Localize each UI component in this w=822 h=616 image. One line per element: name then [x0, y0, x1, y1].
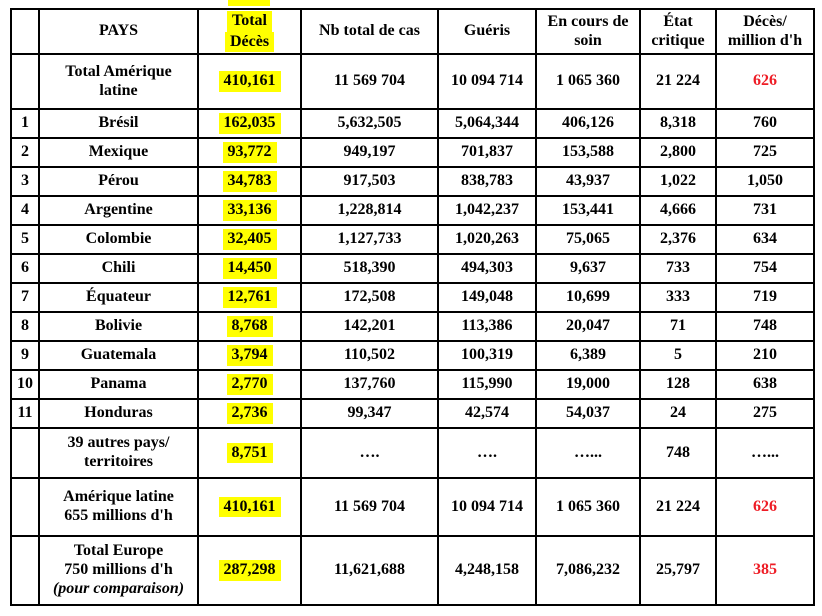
cases-cell: 917,503	[301, 167, 438, 196]
column-header-critique: État critique	[640, 9, 716, 54]
deaths-cell	[198, 196, 301, 225]
recovered-cell: 100,319	[438, 341, 536, 370]
deaths-per-million-cell: 725	[716, 138, 814, 167]
deaths-cell	[198, 283, 301, 312]
rank-cell: 3	[11, 167, 39, 196]
cases-cell: 5,632,505	[301, 109, 438, 138]
rank-cell	[11, 428, 39, 478]
deaths-cell	[198, 254, 301, 283]
table-row	[11, 196, 814, 225]
deaths-per-million-cell: 385	[716, 536, 814, 605]
active-cell: 54,037	[536, 399, 640, 428]
critical-cell: 24	[640, 399, 716, 428]
deaths-per-million-cell: …...	[716, 428, 814, 478]
active-cell: 406,126	[536, 109, 640, 138]
deaths-cell	[198, 312, 301, 341]
active-cell: 1 065 360	[536, 478, 640, 536]
recovered-cell: ….	[438, 428, 536, 478]
deaths-cell	[198, 399, 301, 428]
covid-stats-table	[10, 8, 815, 606]
column-header-pays: PAYS	[39, 9, 198, 54]
column-header-soin: En cours de soin	[536, 9, 640, 54]
recovered-cell: 10 094 714	[438, 478, 536, 536]
table-row	[11, 167, 814, 196]
cases-cell: 949,197	[301, 138, 438, 167]
deaths-per-million-cell: 638	[716, 370, 814, 399]
table-row	[11, 312, 814, 341]
table-row	[11, 399, 814, 428]
cases-cell: ….	[301, 428, 438, 478]
cases-cell: 142,201	[301, 312, 438, 341]
deaths-per-million-cell: 634	[716, 225, 814, 254]
country-cell: Colombie	[39, 225, 198, 254]
country-cell: Mexique	[39, 138, 198, 167]
recovered-cell: 5,064,344	[438, 109, 536, 138]
critical-cell: 748	[640, 428, 716, 478]
highlighted-deaths-value: 287,298	[219, 560, 281, 581]
table-row	[11, 54, 814, 109]
deaths-per-million-cell: 748	[716, 312, 814, 341]
table-row	[11, 283, 814, 312]
critical-cell: 2,376	[640, 225, 716, 254]
recovered-cell: 1,042,237	[438, 196, 536, 225]
highlighted-deaths-value: 8,751	[227, 443, 273, 464]
highlighted-deaths-value: 410,161	[219, 497, 281, 518]
highlighted-deaths-value: 3,794	[227, 345, 273, 366]
cases-cell: 137,760	[301, 370, 438, 399]
deaths-cell	[198, 536, 301, 605]
cases-cell: 172,508	[301, 283, 438, 312]
table-row	[11, 254, 814, 283]
critical-cell: 21 224	[640, 478, 716, 536]
highlighted-deaths-value: 33,136	[223, 200, 277, 221]
active-cell: 9,637	[536, 254, 640, 283]
critical-cell: 5	[640, 341, 716, 370]
column-header-deces: Total Décès	[198, 9, 301, 54]
active-cell: 1 065 360	[536, 54, 640, 109]
highlighted-deaths-value: 32,405	[223, 229, 277, 250]
column-header-gueris: Guéris	[438, 9, 536, 54]
critical-cell: 1,022	[640, 167, 716, 196]
active-cell: 6,389	[536, 341, 640, 370]
deaths-cell	[198, 167, 301, 196]
recovered-cell: 113,386	[438, 312, 536, 341]
active-cell: 20,047	[536, 312, 640, 341]
highlighted-deaths-value: 34,783	[223, 171, 277, 192]
table-row	[11, 428, 814, 478]
recovered-cell: 1,020,263	[438, 225, 536, 254]
table-body	[11, 54, 814, 605]
recovered-cell: 838,783	[438, 167, 536, 196]
recovered-cell: 701,837	[438, 138, 536, 167]
country-cell: Guatemala	[39, 341, 198, 370]
country-cell: Argentine	[39, 196, 198, 225]
active-cell: 10,699	[536, 283, 640, 312]
rank-cell: 6	[11, 254, 39, 283]
highlighted-deaths-value: 93,772	[223, 142, 277, 163]
active-cell: 43,937	[536, 167, 640, 196]
deaths-cell	[198, 341, 301, 370]
comparison-note: (pour comparaison)	[52, 579, 185, 597]
cases-cell: 11,621,688	[301, 536, 438, 605]
deaths-cell	[198, 370, 301, 399]
country-cell: Total Amérique latine	[39, 54, 198, 109]
table-row	[11, 478, 814, 536]
critical-cell: 71	[640, 312, 716, 341]
deaths-cell	[198, 478, 301, 536]
header-row	[11, 9, 814, 54]
cases-cell: 11 569 704	[301, 54, 438, 109]
critical-cell: 4,666	[640, 196, 716, 225]
country-cell: Chili	[39, 254, 198, 283]
country-cell: Honduras	[39, 399, 198, 428]
cases-cell: 1,127,733	[301, 225, 438, 254]
active-cell: 19,000	[536, 370, 640, 399]
cases-cell: 518,390	[301, 254, 438, 283]
critical-cell: 733	[640, 254, 716, 283]
recovered-cell: 149,048	[438, 283, 536, 312]
cases-cell: 110,502	[301, 341, 438, 370]
rank-cell: 10	[11, 370, 39, 399]
critical-cell: 128	[640, 370, 716, 399]
rank-cell: 1	[11, 109, 39, 138]
highlighted-deaths-value: 12,761	[223, 287, 277, 308]
country-cell: Équateur	[39, 283, 198, 312]
country-cell: Amérique latine 655 millions d'h	[39, 478, 198, 536]
deaths-cell	[198, 225, 301, 254]
rank-cell: 7	[11, 283, 39, 312]
rank-cell: 9	[11, 341, 39, 370]
column-header-rank	[11, 9, 39, 54]
rank-cell: 5	[11, 225, 39, 254]
cases-cell: 11 569 704	[301, 478, 438, 536]
highlighted-deaths-value: 2,736	[227, 403, 273, 424]
deaths-per-million-cell: 626	[716, 54, 814, 109]
active-cell: …...	[536, 428, 640, 478]
active-cell: 153,441	[536, 196, 640, 225]
highlighted-deaths-value: 8,768	[227, 316, 273, 337]
deaths-per-million-cell: 275	[716, 399, 814, 428]
rank-cell	[11, 478, 39, 536]
critical-cell: 8,318	[640, 109, 716, 138]
column-header-per_million: Décès/ million d'h	[716, 9, 814, 54]
table-row	[11, 341, 814, 370]
country-cell: Brésil	[39, 109, 198, 138]
deaths-per-million-cell: 754	[716, 254, 814, 283]
deaths-per-million-cell: 210	[716, 341, 814, 370]
rank-cell: 4	[11, 196, 39, 225]
country-cell: Panama	[39, 370, 198, 399]
recovered-cell: 4,248,158	[438, 536, 536, 605]
table-header	[11, 9, 814, 54]
highlighted-deaths-value: 162,035	[219, 113, 281, 134]
table-row	[11, 225, 814, 254]
deaths-cell	[198, 138, 301, 167]
country-cell: 39 autres pays/ territoires	[39, 428, 198, 478]
country-cell: Total Europe 750 millions d'h (pour comparaison)	[39, 536, 198, 605]
cases-cell: 99,347	[301, 399, 438, 428]
table-row	[11, 109, 814, 138]
deaths-per-million-cell: 731	[716, 196, 814, 225]
rank-cell: 2	[11, 138, 39, 167]
active-cell: 153,588	[536, 138, 640, 167]
highlighted-deaths-value: 14,450	[223, 258, 277, 279]
table-row	[11, 536, 814, 605]
country-cell: Bolivie	[39, 312, 198, 341]
recovered-cell: 115,990	[438, 370, 536, 399]
critical-cell: 333	[640, 283, 716, 312]
recovered-cell: 42,574	[438, 399, 536, 428]
deaths-per-million-cell: 719	[716, 283, 814, 312]
critical-cell: 25,797	[640, 536, 716, 605]
deaths-cell	[198, 428, 301, 478]
highlighted-deaths-value: 2,770	[227, 374, 273, 395]
cases-cell: 1,228,814	[301, 196, 438, 225]
deaths-per-million-cell: 626	[716, 478, 814, 536]
deaths-per-million-cell: 760	[716, 109, 814, 138]
country-cell: Pérou	[39, 167, 198, 196]
table-row	[11, 370, 814, 399]
active-cell: 7,086,232	[536, 536, 640, 605]
deaths-cell	[198, 54, 301, 109]
deaths-per-million-cell: 1,050	[716, 167, 814, 196]
rank-cell: 8	[11, 312, 39, 341]
critical-cell: 2,800	[640, 138, 716, 167]
table-row	[11, 138, 814, 167]
recovered-cell: 10 094 714	[438, 54, 536, 109]
recovered-cell: 494,303	[438, 254, 536, 283]
highlight-fragment	[228, 0, 270, 6]
active-cell: 75,065	[536, 225, 640, 254]
rank-cell: 11	[11, 399, 39, 428]
rank-cell	[11, 54, 39, 109]
critical-cell: 21 224	[640, 54, 716, 109]
deaths-cell	[198, 109, 301, 138]
highlighted-deaths-value: 410,161	[219, 71, 281, 92]
column-header-cas: Nb total de cas	[301, 9, 438, 54]
rank-cell	[11, 536, 39, 605]
